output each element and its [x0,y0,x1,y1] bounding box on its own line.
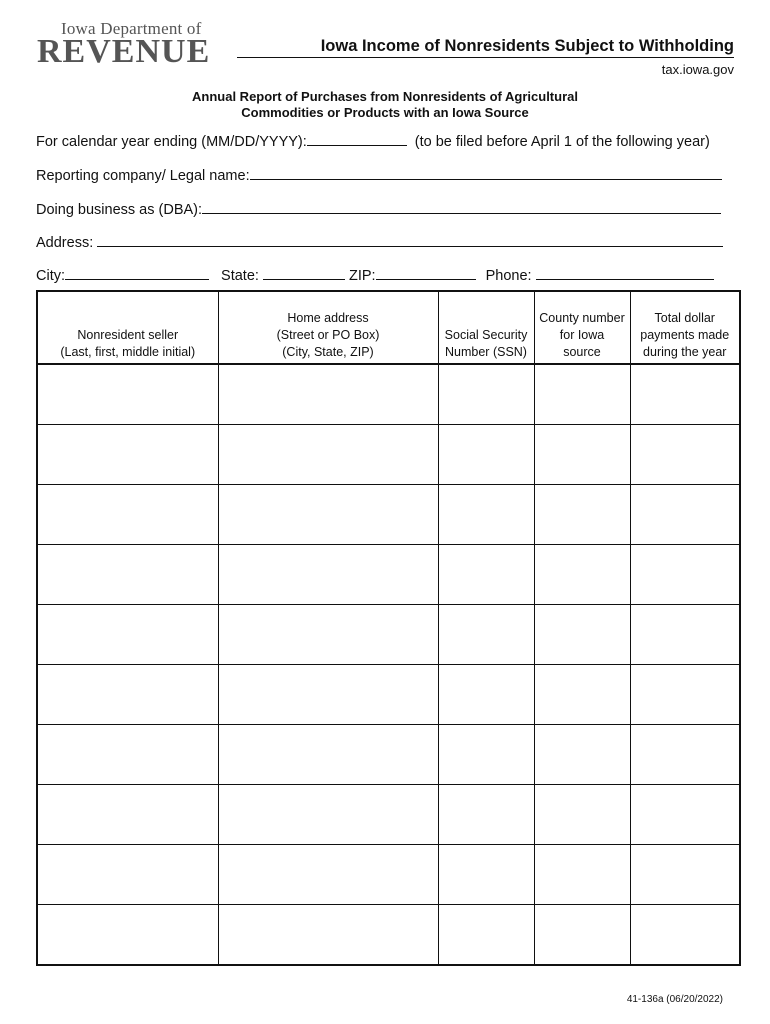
subtitle-line-2: Commodities or Products with an Iowa Source [241,105,529,120]
header-home-address: Home address (Street or PO Box) (City, State, ZIP) [218,291,438,364]
ssn-cell[interactable] [438,905,534,966]
table-row [37,485,740,545]
table-row [37,665,740,725]
city-label: City: [36,268,65,284]
header-total-dollar: Total dollar payments made during the year [630,291,740,364]
payment-cell[interactable] [630,845,740,905]
seller-cell[interactable] [37,364,218,425]
form-subtitle [0,89,770,121]
address-cell[interactable] [218,725,438,785]
county-cell[interactable] [534,364,630,425]
dba-field[interactable] [202,199,721,214]
county-cell[interactable] [534,785,630,845]
phone-label: Phone: [485,268,532,284]
payment-cell[interactable] [630,485,740,545]
header-nonresident-seller: Nonresident seller (Last, first, middle initial) [37,291,218,364]
county-cell[interactable] [534,725,630,785]
subtitle-line-1: Annual Report of Purchases from Nonresidents of Agricultural [192,89,578,104]
county-cell[interactable] [534,605,630,665]
seller-cell[interactable] [37,905,218,966]
address-row [36,232,723,251]
table-row [37,545,740,605]
year-ending-row [36,131,710,150]
company-label: Reporting company/ Legal name: [36,168,250,184]
iowa-revenue-logo [37,19,211,70]
table-row [37,905,740,966]
ssn-cell[interactable] [438,364,534,425]
ssn-cell[interactable] [438,545,534,605]
county-cell[interactable] [534,845,630,905]
payment-cell[interactable] [630,364,740,425]
seller-cell[interactable] [37,845,218,905]
table-row [37,425,740,485]
address-cell[interactable] [218,364,438,425]
table-row [37,845,740,905]
seller-cell[interactable] [37,725,218,785]
payment-cell[interactable] [630,785,740,845]
seller-cell[interactable] [37,785,218,845]
logo-revenue-text: REVENUE [37,33,211,70]
table-row [37,364,740,425]
payment-cell[interactable] [630,665,740,725]
county-cell[interactable] [534,545,630,605]
table-row [37,605,740,665]
table-header-row [37,291,740,364]
ssn-cell[interactable] [438,725,534,785]
address-cell[interactable] [218,485,438,545]
website-text: tax.iowa.gov [661,62,734,77]
year-ending-label: For calendar year ending (MM/DD/YYYY): [36,134,307,150]
address-cell[interactable] [218,845,438,905]
table-row [37,725,740,785]
ssn-cell[interactable] [438,485,534,545]
address-cell[interactable] [218,665,438,725]
form-number: 41-136a (06/20/2022) [626,994,723,1005]
address-cell[interactable] [218,545,438,605]
year-ending-field[interactable] [307,131,407,146]
year-ending-note: (to be filed before April 1 of the following year) [414,134,710,150]
county-cell[interactable] [534,905,630,966]
address-cell[interactable] [218,785,438,845]
seller-cell[interactable] [37,425,218,485]
form-title: Iowa Income of Nonresidents Subject to Withholding [237,37,734,58]
address-field[interactable] [97,232,723,247]
company-row [36,165,722,184]
zip-label: ZIP: [348,268,376,284]
payment-cell[interactable] [630,605,740,665]
city-field[interactable] [65,265,209,280]
logo-department-text: Iowa Department of [61,19,202,38]
address-label: Address: [36,235,94,251]
seller-cell[interactable] [37,665,218,725]
dba-label: Doing business as (DBA): [36,202,203,218]
ssn-cell[interactable] [438,845,534,905]
table-body [37,364,740,965]
company-field[interactable] [250,165,722,180]
seller-cell[interactable] [37,485,218,545]
ssn-cell[interactable] [438,785,534,845]
zip-field[interactable] [376,265,476,280]
dba-row [36,199,721,218]
city-row [36,265,714,284]
phone-field[interactable] [536,265,714,280]
seller-cell[interactable] [37,545,218,605]
ssn-cell[interactable] [438,605,534,665]
payment-cell[interactable] [630,545,740,605]
seller-table [36,290,741,966]
state-label: State: [221,268,259,284]
address-cell[interactable] [218,605,438,665]
payment-cell[interactable] [630,905,740,966]
payment-cell[interactable] [630,725,740,785]
state-field[interactable] [263,265,345,280]
ssn-cell[interactable] [438,665,534,725]
county-cell[interactable] [534,485,630,545]
header-county-number: County number for Iowa source [534,291,630,364]
seller-cell[interactable] [37,605,218,665]
header-ssn: Social Security Number (SSN) [438,291,534,364]
ssn-cell[interactable] [438,425,534,485]
address-cell[interactable] [218,425,438,485]
county-cell[interactable] [534,425,630,485]
payment-cell[interactable] [630,425,740,485]
county-cell[interactable] [534,665,630,725]
table-row [37,785,740,845]
address-cell[interactable] [218,905,438,966]
